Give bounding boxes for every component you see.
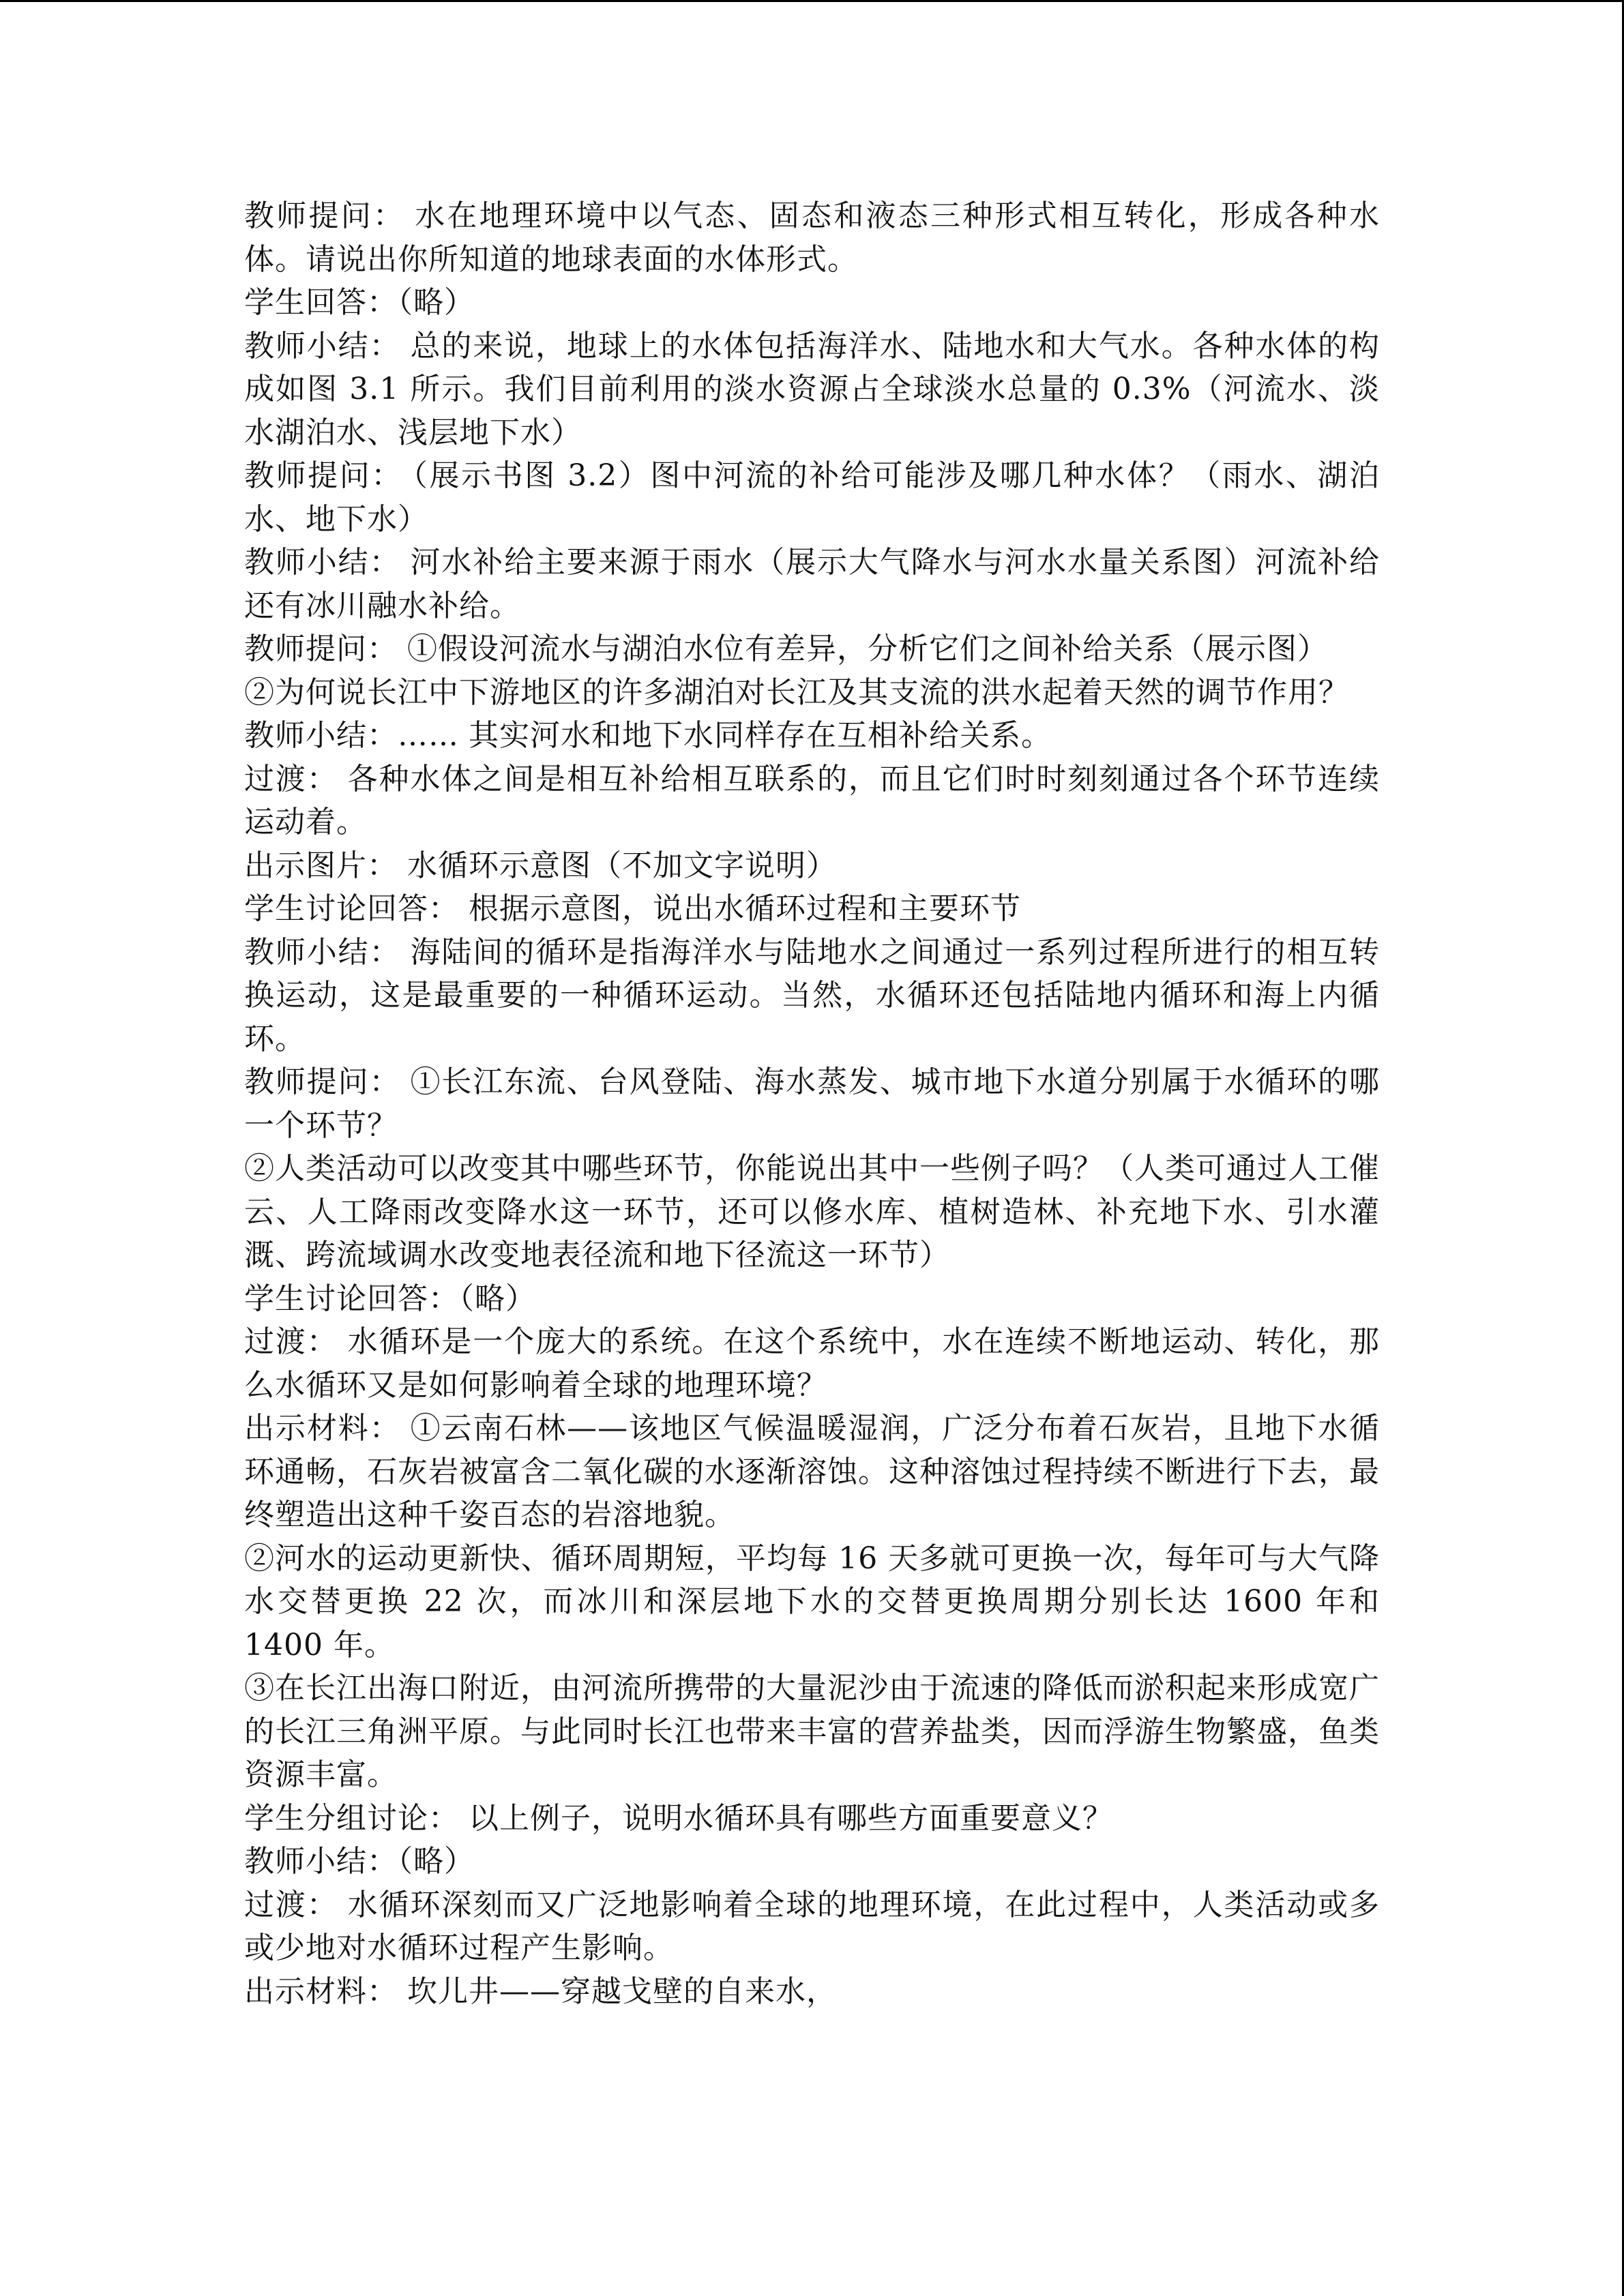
paragraph	[244, 454, 1380, 541]
paragraph-text: 水在地理环境中以气态、固态和液态三种形式相互转化，形成各种水体。请说出你所知道的地球表面的水体形式。	[244, 198, 1381, 277]
speaker-label: 出示图片：	[244, 848, 398, 883]
speaker-label: 教师提问：	[244, 631, 398, 666]
paragraph-text: 总的来说，地球上的水体包括海洋水、陆地水和大气水。各种水体的构成如图 3.1 所示。我们目前利用的淡水资源占全球淡水总量的 0.3%（河流水、淡水湖泊水、浅层地下水）	[244, 328, 1381, 450]
speaker-label: 教师提问：	[244, 1064, 401, 1099]
paragraph-text: ①假设河流水与湖泊水位有差异，分析它们之间补给关系（展示图）	[407, 631, 1328, 666]
speaker-label: 出示材料：	[244, 1973, 398, 2009]
paragraph	[244, 325, 1380, 455]
paragraph	[244, 931, 1380, 1061]
speaker-label: 出示材料：	[244, 1411, 401, 1446]
speaker-label: 过渡：	[244, 761, 338, 796]
speaker-label: 学生讨论回答：	[244, 891, 459, 926]
paragraph	[244, 1840, 1380, 1883]
paragraph-text: 其实河水和地下水同样存在互相补给关系。	[469, 718, 1052, 753]
paragraph-text: ①长江东流、台风登陆、海水蒸发、城市地下水道分别属于水循环的哪一个环节？	[244, 1064, 1381, 1143]
paragraph-text: （略）	[398, 285, 475, 320]
paragraph-text: 坎儿井——穿越戈壁的自来水，	[407, 1973, 837, 2009]
paragraph-text: 海陆间的循环是指海洋水与陆地水之间通过一系列过程所进行的相互转换运动，这是最重要的一种循环运动。当然，水循环还包括陆地内循环和海上内循环。	[244, 934, 1381, 1056]
paragraph	[244, 1537, 1380, 1667]
paragraph-text: ②河水的运动更新快、循环周期短，平均每 16 天多就可更换一次，每年可与大气降水交替更换 22 次，而冰川和深层地下水的交替更换周期分别长达 1600 年和 1400 年。	[244, 1540, 1380, 1663]
paragraph	[244, 1060, 1380, 1147]
speaker-label: 教师小结：	[244, 934, 401, 970]
speaker-label: 过渡：	[244, 1887, 338, 1922]
paragraph	[244, 844, 1380, 888]
paragraph	[244, 887, 1380, 931]
paragraph	[244, 671, 1380, 715]
paragraph-text: ②为何说长江中下游地区的许多湖泊对长江及其支流的洪水起着天然的调节作用？	[244, 674, 1349, 710]
paragraph-text: ③在长江出海口附近，由河流所携带的大量泥沙由于流速的降低而淤积起来形成宽广的长江三角洲平原。与此同时长江也带来丰富的营养盐类，因而浮游生物繁盛，鱼类资源丰富。	[244, 1671, 1380, 1792]
paragraph-text: 以上例子，说明水循环具有哪些方面重要意义？	[469, 1800, 1113, 1836]
speaker-label: 教师提问：	[244, 198, 406, 233]
speaker-label: 教师小结：	[244, 1844, 398, 1879]
speaker-label: 教师小结：	[244, 328, 401, 363]
paragraph	[244, 758, 1380, 844]
paragraph	[244, 1883, 1380, 1970]
paragraph	[244, 627, 1380, 671]
paragraph	[244, 1797, 1380, 1840]
speaker-label: 学生分组讨论：	[244, 1800, 459, 1836]
paragraph	[244, 1970, 1380, 2014]
paragraph	[244, 194, 1380, 281]
speaker-label: 教师小结：	[244, 545, 401, 580]
document-body	[244, 194, 1380, 2013]
speaker-label: 学生讨论回答：	[244, 1281, 459, 1316]
paragraph-text: （略）	[459, 1281, 536, 1316]
paragraph-text: 各种水体之间是相互补给相互联系的，而且它们时时刻刻通过各个环节连续运动着。	[244, 761, 1381, 839]
paragraph	[244, 1320, 1380, 1407]
paragraph	[244, 1667, 1380, 1797]
paragraph-text: 河水补给主要来源于雨水（展示大气降水与河水水量关系图）河流补给还有冰川融水补给。	[244, 545, 1381, 623]
paragraph	[244, 1407, 1380, 1537]
paragraph	[244, 1277, 1380, 1321]
paragraph-text: 水循环示意图（不加文字说明）	[407, 848, 837, 883]
page-top-border	[0, 0, 1624, 2]
speaker-label: 学生回答：	[244, 285, 398, 320]
paragraph	[244, 714, 1380, 758]
speaker-label: 教师提问：	[244, 458, 403, 493]
paragraph	[244, 1147, 1380, 1277]
speaker-label: 过渡：	[244, 1324, 338, 1359]
paragraph-text: （展示书图 3.2）图中河流的补给可能涉及哪几种水体？（雨水、湖泊水、地下水）	[244, 458, 1381, 537]
speaker-label: 教师小结：……	[244, 718, 459, 753]
paragraph	[244, 281, 1380, 325]
paragraph-text: 水循环深刻而又广泛地影响着全球的地理环境，在此过程中，人类活动或多或少地对水循环过程产生影响。	[244, 1887, 1381, 1965]
paragraph-text: ①云南石林——该地区气候温暖湿润，广泛分布着石灰岩，且地下水循环通畅，石灰岩被富含二氧化碳的水逐渐溶蚀。这种溶蚀过程持续不断进行下去，最终塑造出这种千姿百态的岩溶地貌。	[244, 1411, 1381, 1532]
paragraph-text: 水循环是一个庞大的系统。在这个系统中，水在连续不断地运动、转化，那么水循环又是如何影响着全球的地理环境？	[244, 1324, 1381, 1403]
paragraph-text: （略）	[398, 1844, 475, 1879]
paragraph-text: 根据示意图，说出水循环过程和主要环节	[469, 891, 1021, 926]
paragraph-text: ②人类活动可以改变其中哪些环节，你能说出其中一些例子吗？（人类可通过人工催云、人工降雨改变降水这一环节，还可以修水库、植树造林、补充地下水、引水灌溉、跨流域调水改变地表径流和地下径流这一环节）	[244, 1151, 1380, 1272]
paragraph	[244, 541, 1380, 627]
